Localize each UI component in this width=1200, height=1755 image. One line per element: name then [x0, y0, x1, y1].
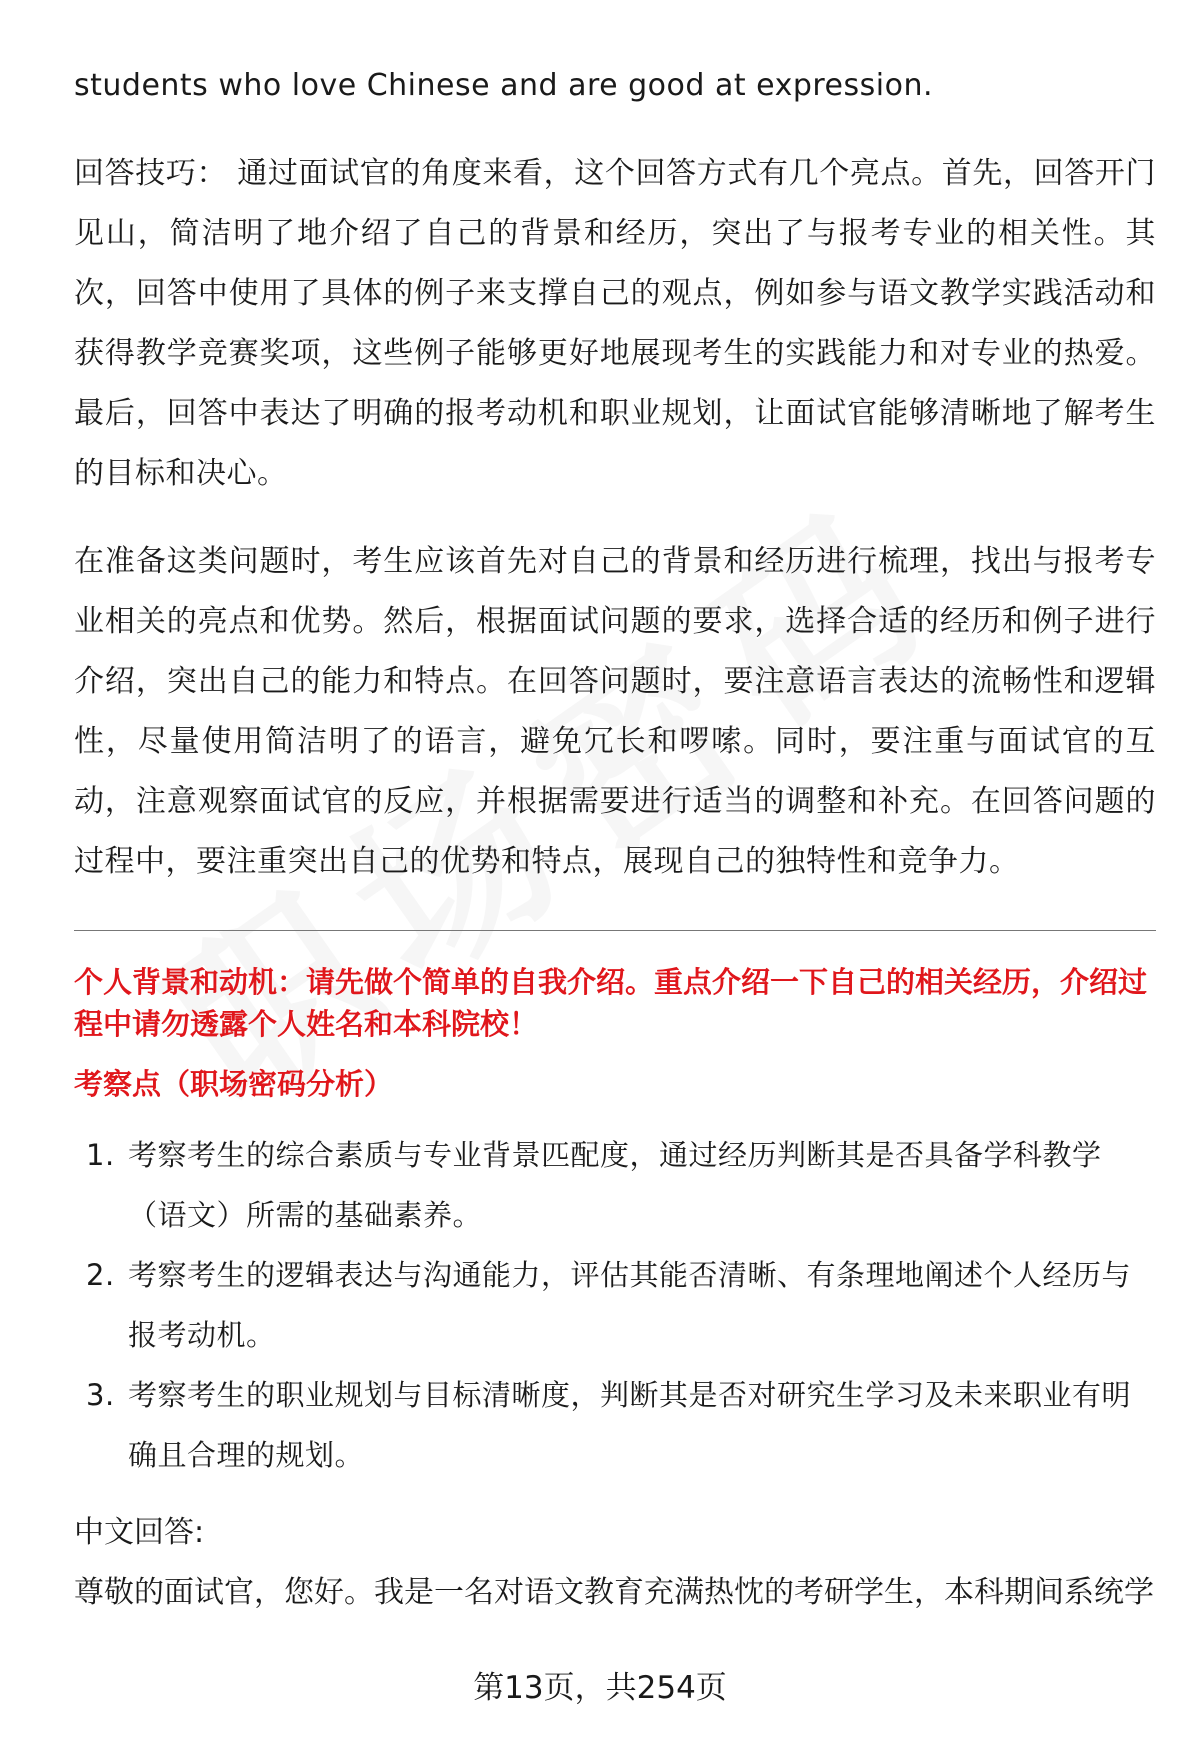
list-item-text: 考察考生的综合素质与专业背景匹配度，通过经历判断其是否具备学科教学（语文）所需的基础素养。 [128, 1138, 1102, 1232]
section-divider [74, 930, 1156, 931]
analysis-points-list [74, 1125, 1156, 1485]
list-item [74, 1125, 1156, 1245]
chinese-answer-text: 尊敬的面试官，您好。我是一名对语文教育充满热忱的考研学生，本科期间系统学 [74, 1575, 1154, 1610]
list-item [74, 1245, 1156, 1365]
list-item-text: 考察考生的逻辑表达与沟通能力，评估其能否清晰、有条理地阐述个人经历与报考动机。 [128, 1258, 1132, 1352]
list-item-text: 考察考生的职业规划与目标清晰度，判断其是否对研究生学习及未来职业有明确且合理的规划。 [128, 1378, 1132, 1472]
preparation-paragraph: 在准备这类问题时，考生应该首先对自己的背景和经历进行梳理，找出与报考专业相关的亮点和优势。然后，根据面试问题的要求，选择合适的经历和例子进行介绍，突出自己的能力和特点。在回答问题时，要注意语言表达的流畅性和逻辑性，尽量使用简洁明了的语言，避免冗长和啰嗦。同时，要注重与面试官的互动，注意观察面试官的反应，并根据需要进行适当的调整和补充。在回答问题的过程中，要注重突出自己的优势和特点，展现自己的独特性和竞争力。 [74, 544, 1156, 879]
list-item [74, 1365, 1156, 1485]
list-item-number: 2. [86, 1258, 115, 1292]
chinese-answer-label: 中文回答: [74, 1515, 205, 1550]
list-item-number: 3. [86, 1378, 115, 1412]
page-content [74, 56, 1156, 1623]
intro-line: students who love Chinese and are good at expression. [74, 68, 934, 103]
question-heading: 个人背景和动机：请先做个简单的自我介绍。重点介绍一下自己的相关经历，介绍过程中请勿透露个人姓名和本科院校！ [74, 965, 1148, 1041]
page-number-footer: 第13页，共254页 [473, 1670, 727, 1706]
list-item-number: 1. [86, 1138, 115, 1172]
analysis-heading: 考察点（职场密码分析） [74, 1067, 394, 1101]
answer-tips-paragraph: 回答技巧： 通过面试官的角度来看，这个回答方式有几个亮点。首先，回答开门见山，简洁明了地介绍了自己的背景和经历，突出了与报考专业的相关性。其次，回答中使用了具体的例子来支撑自己的观点，例如参与语文教学实践活动和获得教学竞赛奖项，这些例子能够更好地展现考生的实践能力和对专业的热爱。最后，回答中表达了明确的报考动机和职业规划，让面试官能够清晰地了解考生的目标和决心。 [74, 156, 1156, 491]
